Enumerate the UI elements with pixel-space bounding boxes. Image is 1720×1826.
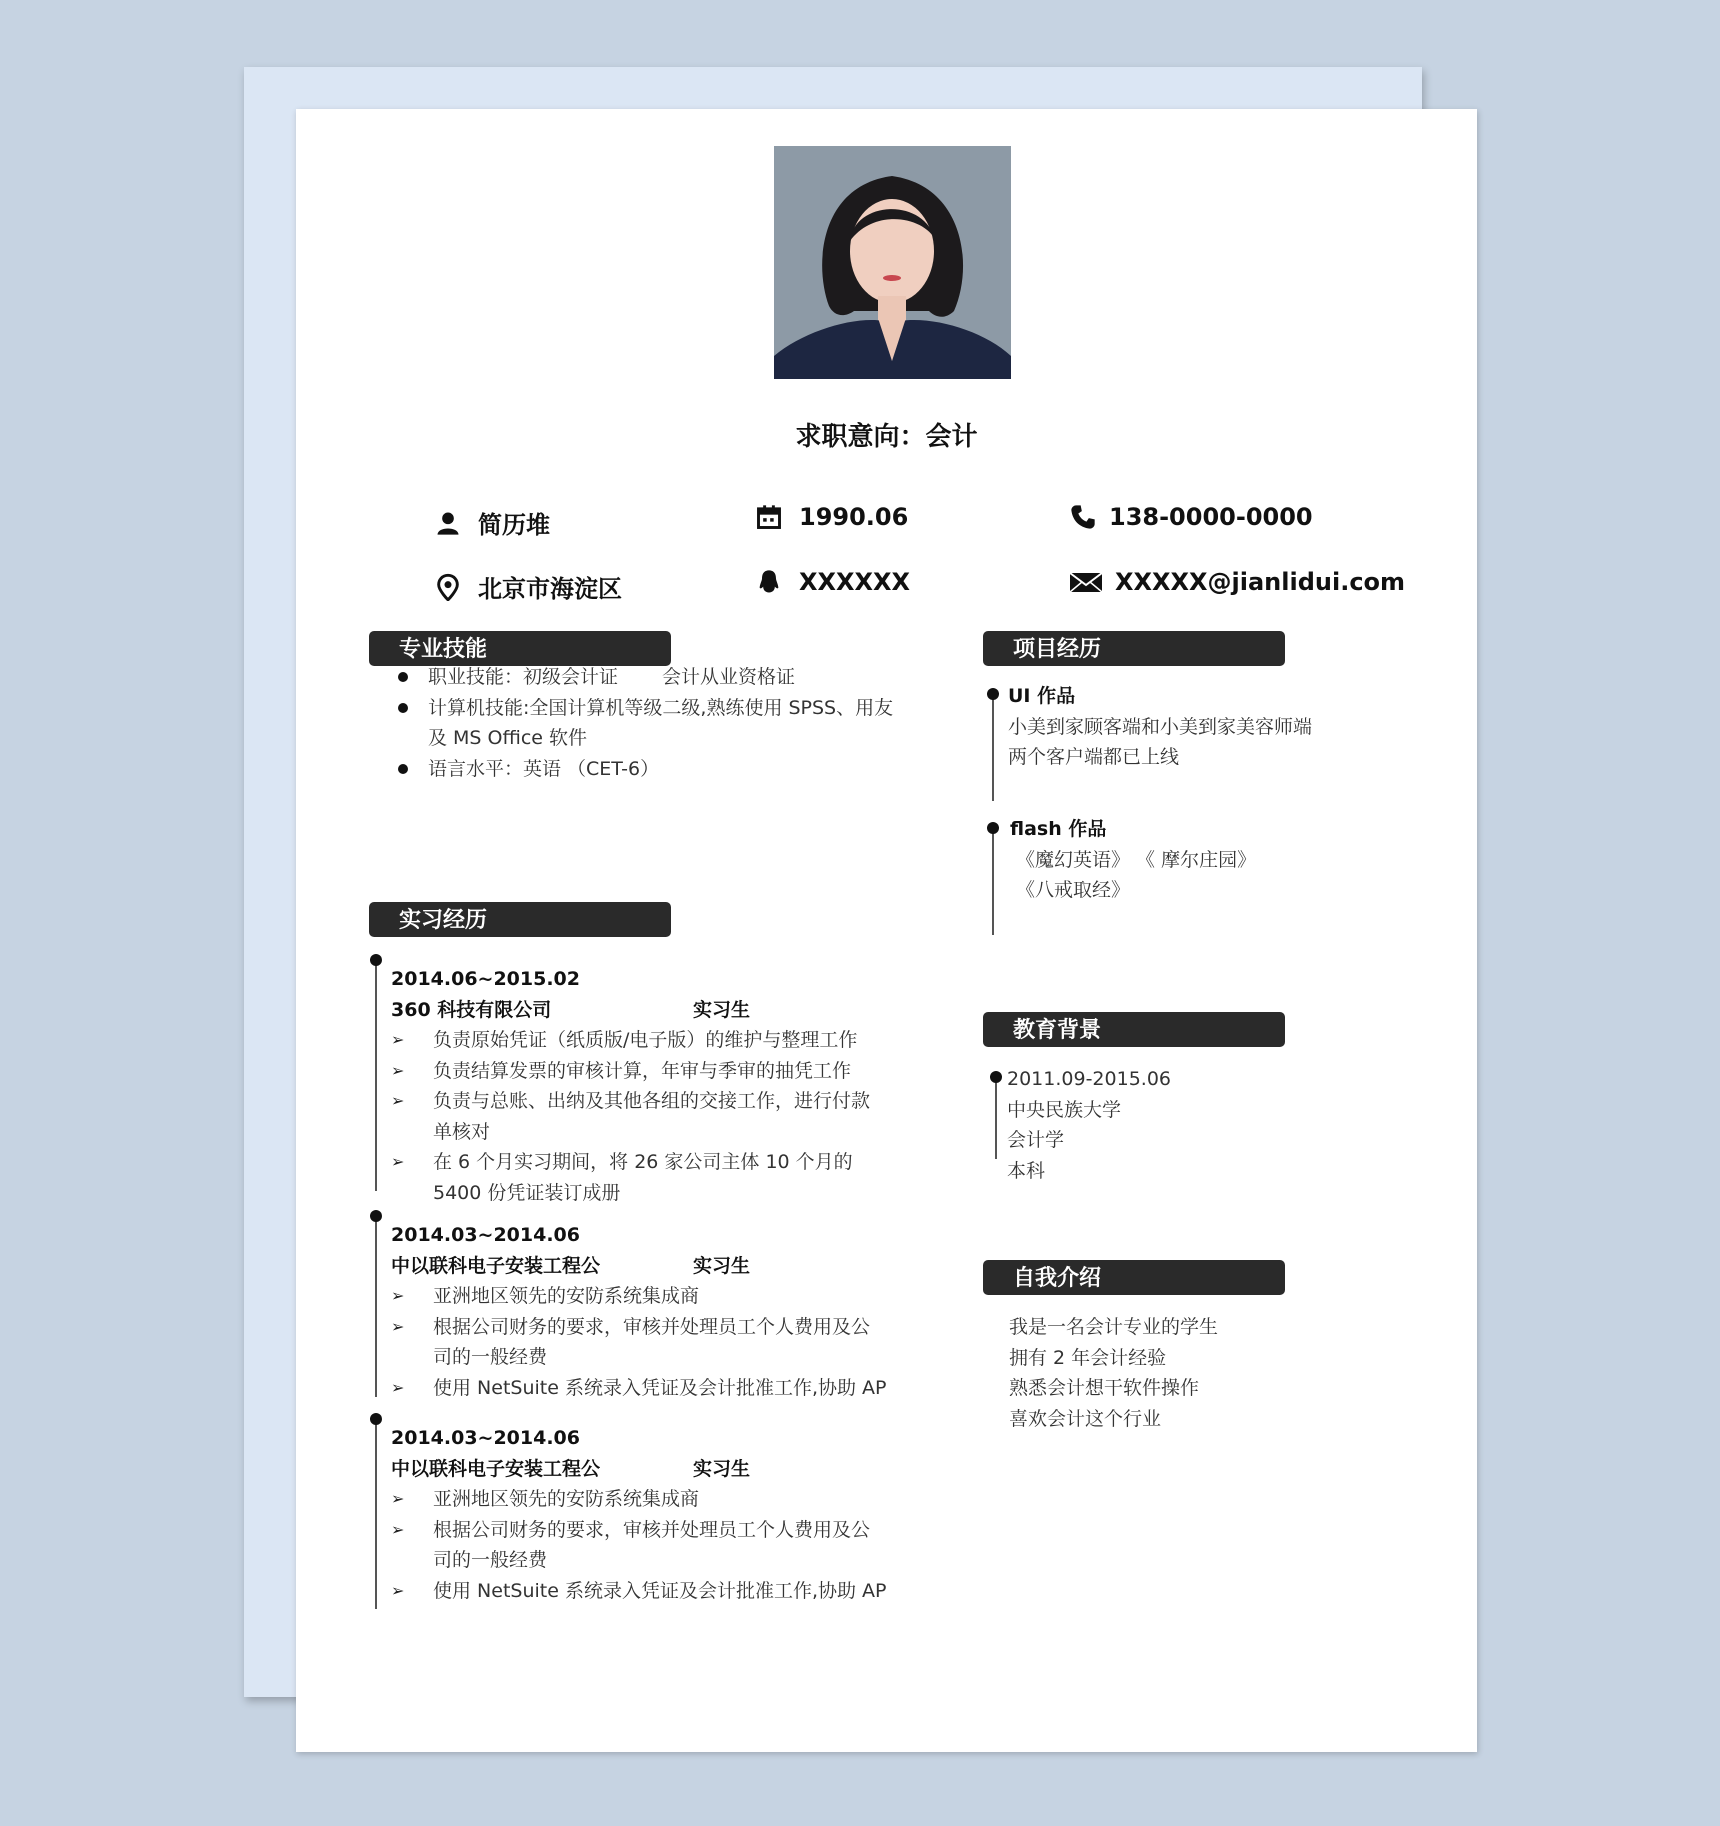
profile-photo bbox=[774, 146, 1011, 379]
education-block: 2011.09-2015.06 中央民族大学 会计学 本科 bbox=[1007, 1068, 1171, 1182]
info-location: 北京市海淀区 bbox=[434, 569, 622, 604]
skill-item: 职业技能：初级会计证 会计从业资格证 bbox=[386, 662, 906, 693]
timeline-line bbox=[992, 692, 994, 801]
timeline-dot bbox=[987, 688, 999, 700]
resume-page bbox=[296, 109, 1477, 1752]
section-about-header: 自我介绍 bbox=[983, 1260, 1285, 1295]
section-projects-header: 项目经历 bbox=[983, 631, 1285, 666]
section-education-header: 教育背景 bbox=[983, 1012, 1285, 1047]
info-birth: 1990.06 bbox=[755, 503, 908, 531]
job-entry: 2014.06~2015.02 360 科技有限公司 实习生 ➢ 负责原始凭证（纸质版/电子版）的维护与整理工作 ➢ 负责结算发票的审核计算，年审与季审的抽凭工作 ➢ 负责与总账、出纳及其他各组的交接工作，进行付款 单核对 ➢ 在 6 个月实习期间，将 26 家公司主体 10 个月的 5400 份凭证装订成册 bbox=[391, 968, 871, 1204]
timeline-line bbox=[995, 1075, 997, 1159]
qq-penguin-icon bbox=[755, 568, 783, 596]
timeline-line bbox=[375, 1214, 377, 1397]
info-email: XXXXX@jianlidui.com bbox=[1069, 568, 1405, 596]
timeline-dot bbox=[370, 954, 382, 966]
section-internship-header: 实习经历 bbox=[369, 902, 671, 937]
person-icon bbox=[434, 509, 462, 537]
job-entry: 2014.03~2014.06 中以联科电子安装工程公 实习生 ➢ 亚洲地区领先的安防系统集成商 ➢ 根据公司财务的要求，审核并处理员工个人费用及公 司的一般经费 ➢ 使用 NetSuite 系统录入凭证及会计批准工作,协助 AP bbox=[391, 1224, 887, 1399]
info-phone: 138-0000-0000 bbox=[1069, 503, 1313, 531]
project-item: UI 作品 小美到家顾客端和小美到家美容师端 两个客户端都已上线 bbox=[1008, 685, 1313, 768]
timeline-line bbox=[375, 958, 377, 1191]
timeline-line bbox=[375, 1417, 377, 1609]
project-item: flash 作品 《魔幻英语》 《 摩尔庄园》 《八戒取经》 bbox=[1010, 818, 1257, 901]
location-pin-icon bbox=[434, 573, 462, 601]
skill-item: 语言水平：英语 （CET-6） bbox=[386, 754, 906, 785]
timeline-dot bbox=[370, 1413, 382, 1425]
timeline-dot bbox=[987, 822, 999, 834]
job-intent: 求职意向：会计 bbox=[795, 422, 978, 452]
skill-item: 计算机技能:全国计算机等级二级,熟练使用 SPSS、用友 及 MS Office 软件 bbox=[386, 693, 906, 754]
skills-list bbox=[386, 662, 906, 784]
section-skills-header: 专业技能 bbox=[369, 631, 671, 666]
info-name: 简历堆 bbox=[434, 505, 550, 540]
timeline-dot bbox=[370, 1210, 382, 1222]
about-block: 我是一名会计专业的学生 拥有 2 年会计经验 熟悉会计想干软件操作 喜欢会计这个行业 bbox=[1009, 1316, 1219, 1430]
mail-icon bbox=[1069, 568, 1103, 596]
phone-icon bbox=[1069, 503, 1097, 531]
timeline-line bbox=[992, 826, 994, 935]
info-qq: XXXXXX bbox=[755, 568, 910, 596]
timeline-dot bbox=[990, 1071, 1002, 1083]
calendar-icon bbox=[755, 503, 783, 531]
job-entry: 2014.03~2014.06 中以联科电子安装工程公 实习生 ➢ 亚洲地区领先的安防系统集成商 ➢ 根据公司财务的要求，审核并处理员工个人费用及公 司的一般经费 ➢ 使用 NetSuite 系统录入凭证及会计批准工作,协助 AP bbox=[391, 1427, 887, 1602]
